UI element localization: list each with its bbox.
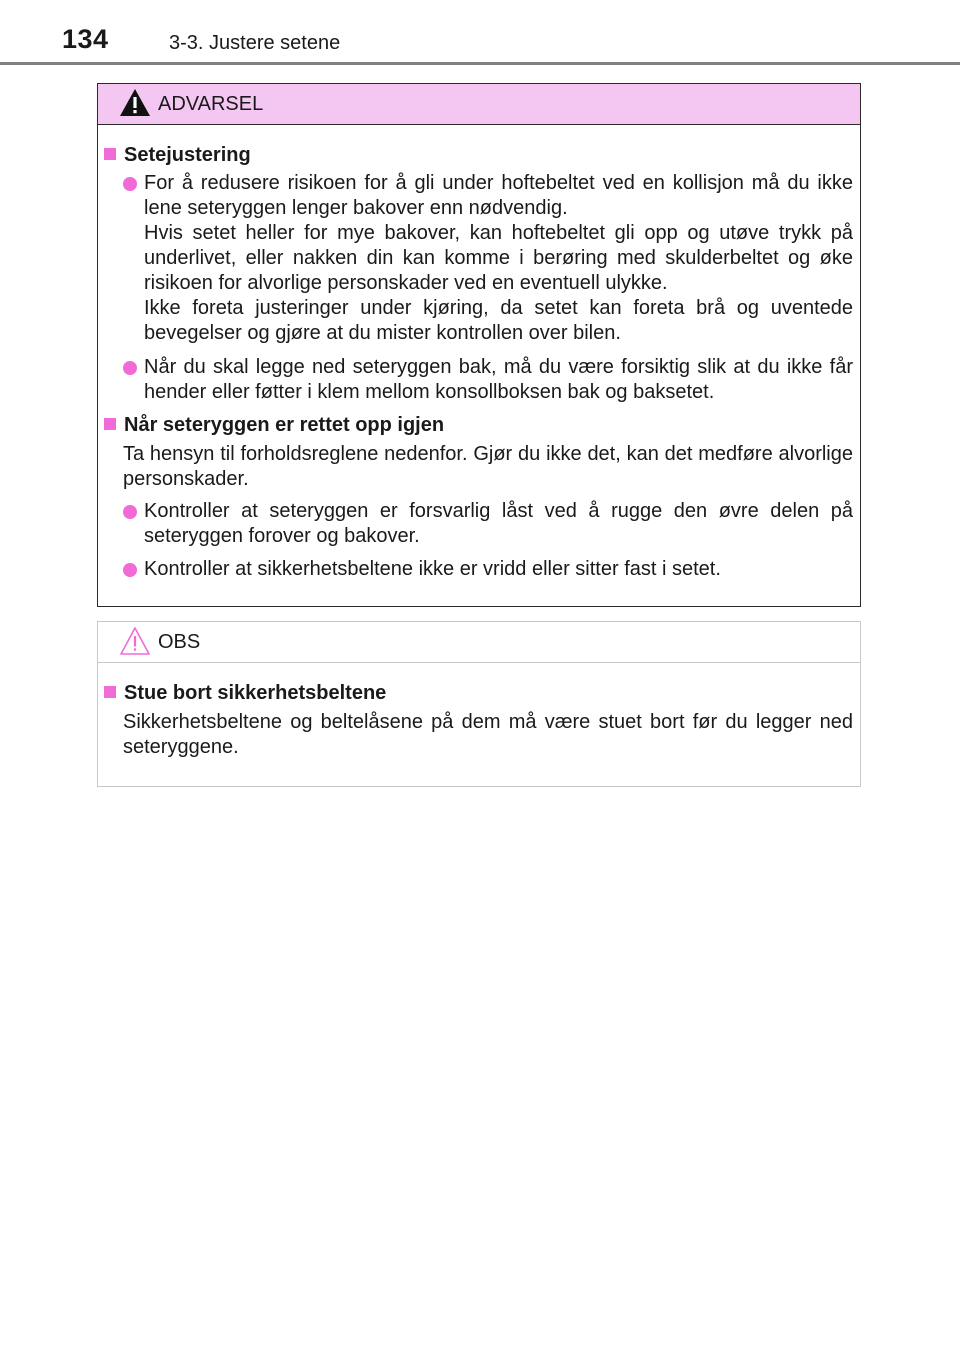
warning-box — [97, 83, 861, 607]
bullet-paragraph: Når du skal legge ned seteryggen bak, må du være forsiktig slik at du ikke får hender eller føtter i klem mellom konsollboksen bak og baksetet. — [144, 356, 853, 403]
warning-section-heading — [104, 142, 251, 168]
bullet-paragraph: For å redusere risikoen for å gli under hoftebeltet ved en kollisjon må du ikke lene seteryggen lenger bakover enn nødvendig. — [144, 172, 853, 219]
bullet-paragraph: Ikke foreta justeringer under kjøring, da setet kan foreta brå og uventede bevegelser og gjøre at du mister kontrollen over bilen. — [144, 297, 853, 344]
bullet-paragraph: Hvis setet heller for mye bakover, kan hoftebeltet gli opp og utøve trykk på underlivet, eller nakken din kan komme i berøring med skulderbeltet og øke risikoen for alvorlige personskader ved en eventuell ulykke. — [144, 222, 853, 294]
bullet-paragraph: Kontroller at sikkerhetsbeltene ikke er vridd eller sitter fast i setet. — [144, 558, 721, 580]
bullet-paragraph: Kontroller at seteryggen er forsvarlig låst ved å rugge den øvre delen på seteryggen forover og bakover. — [144, 500, 853, 547]
round-bullet-icon — [123, 563, 137, 577]
header-rule — [0, 62, 960, 65]
list-item — [123, 171, 853, 346]
section-title: 3-3. Justere setene — [169, 32, 341, 54]
notice-section-heading — [104, 680, 386, 706]
notice-box — [97, 621, 861, 787]
warning-section-heading — [104, 412, 444, 438]
square-bullet-icon — [104, 148, 116, 160]
warning-triangle-icon — [118, 87, 152, 119]
warning-section-heading-text: Setejustering — [124, 144, 251, 166]
round-bullet-icon — [123, 361, 137, 375]
list-item — [123, 557, 853, 582]
list-item — [123, 355, 853, 405]
square-bullet-icon — [104, 418, 116, 430]
notice-section-heading-text: Stue bort sikkerhetsbeltene — [124, 682, 387, 704]
section-intro: Ta hensyn til forholdsreglene nedenfor. Gjør du ikke det, kan det medføre alvorlige personskader. — [123, 443, 853, 490]
notice-label: OBS — [158, 631, 201, 653]
square-bullet-icon — [104, 686, 116, 698]
page-header — [0, 0, 960, 70]
warning-box-header — [98, 84, 860, 125]
list-item — [123, 499, 853, 549]
warning-label: ADVARSEL — [158, 93, 264, 115]
round-bullet-icon — [123, 505, 137, 519]
round-bullet-icon — [123, 177, 137, 191]
warning-section-heading-text: Når seteryggen er rettet opp igjen — [124, 414, 445, 436]
notice-text: Sikkerhetsbeltene og beltelåsene på dem må være stuet bort før du legger ned seteryggene. — [123, 711, 853, 758]
caution-triangle-outline-icon — [118, 625, 152, 657]
page-number: 134 — [62, 24, 109, 54]
notice-box-header — [98, 622, 860, 663]
